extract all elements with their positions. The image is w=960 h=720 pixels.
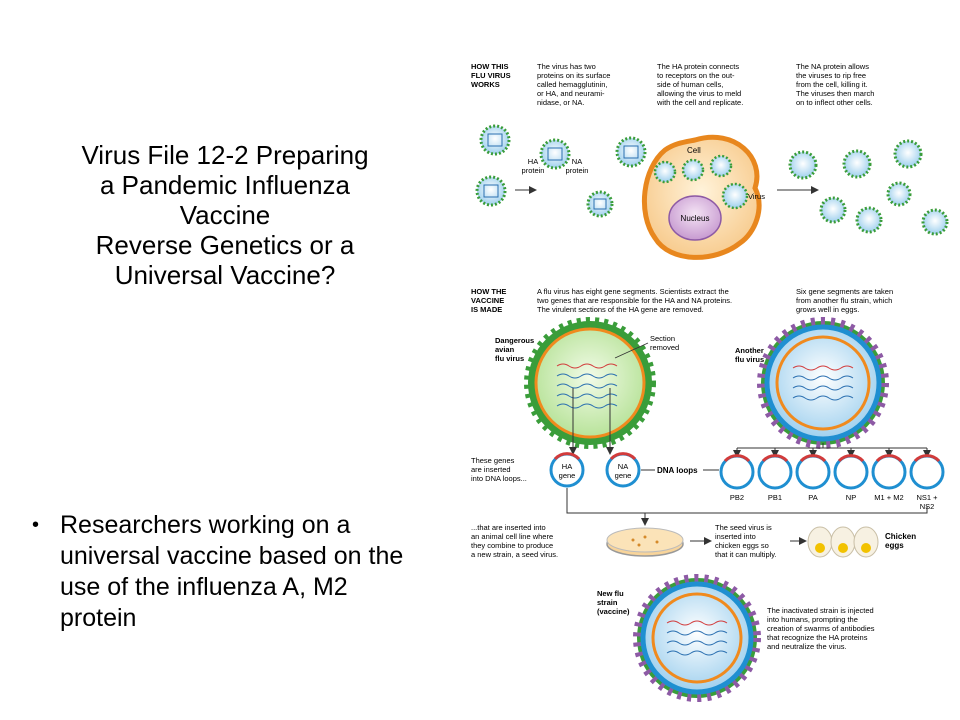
loop-label: NP	[845, 493, 857, 502]
new-strain-virus-icon	[637, 578, 757, 698]
label-line: HA	[561, 462, 573, 471]
label-line: into DNA loops...	[471, 474, 527, 483]
vaccine-diagram	[465, 58, 955, 708]
caption-line: side of human cells,	[657, 80, 724, 89]
label-line: eggs	[885, 541, 904, 550]
virus-small-icon	[477, 177, 505, 205]
bracket-line	[567, 488, 927, 513]
section2-heading-line: HOW THE	[471, 287, 507, 296]
virus-small-icon	[617, 138, 645, 166]
virus-small-icon	[588, 192, 612, 216]
petri-dish-icon	[607, 528, 683, 556]
label-line: strain	[597, 598, 618, 607]
caption-line: into humans, prompting the	[767, 615, 858, 624]
section1-heading	[471, 62, 511, 89]
ha-protein-label	[522, 157, 545, 175]
dna-loop	[835, 456, 867, 488]
dna-loops-label: DNA loops	[657, 466, 698, 475]
dna-loop	[873, 456, 905, 488]
label-line: Chicken	[885, 532, 917, 541]
genes-inserted-label	[471, 456, 527, 483]
caption-line: Six gene segments are taken	[796, 287, 894, 296]
dna-loop	[759, 456, 791, 488]
cell-label: Cell	[687, 146, 701, 155]
caption-line: that recognize the HA proteins	[767, 633, 868, 642]
na-gene-loop	[607, 454, 639, 486]
label-line: protein	[565, 166, 589, 175]
caption-line: that it can multiply.	[715, 550, 777, 559]
label-line: NA	[571, 157, 583, 166]
label-line: are inserted	[471, 465, 511, 474]
section1-col2	[656, 62, 743, 107]
slide-title	[40, 140, 410, 290]
section1-heading-line: FLU VIRUS	[471, 71, 511, 80]
loop-label: PB2	[729, 493, 745, 502]
another-virus-icon	[761, 321, 885, 445]
virus-small-icon	[541, 140, 569, 168]
loop-label: M1 + M2	[874, 493, 904, 502]
section2-col2	[796, 287, 893, 314]
loop-label: NS1 +	[916, 493, 938, 502]
bullet-item	[32, 510, 412, 634]
caption-line: nidase, or NA.	[537, 98, 585, 107]
caption-line: from another flu strain, which	[796, 296, 893, 305]
label-line: HA	[527, 157, 539, 166]
new-strain-label	[597, 589, 630, 616]
caption-line: they combine to produce	[471, 541, 554, 550]
chicken-eggs-icon	[808, 527, 878, 557]
label-line: gene	[558, 471, 576, 480]
label-line: gene	[614, 471, 632, 480]
caption-line: grows well in eggs.	[796, 305, 860, 314]
caption-line: with the cell and replicate.	[657, 98, 744, 107]
label-line: Another	[735, 346, 764, 355]
label-line: These genes	[471, 456, 515, 465]
caption-line: proteins on its surface	[537, 71, 611, 80]
loop-labels	[730, 493, 938, 511]
caption-line: from the cell, killing it.	[796, 80, 868, 89]
caption-line: A flu virus has eight gene segments. Scientists extract the	[537, 287, 729, 296]
caption-line: on to inflect other cells.	[796, 98, 873, 107]
caption-line: The viruses then march	[796, 89, 875, 98]
loop-label: PB1	[767, 493, 783, 502]
label-line: removed	[650, 343, 680, 352]
caption-line: inserted into	[715, 532, 756, 541]
chicken-eggs-label	[885, 532, 916, 550]
caption-line: called hemagglutinin,	[537, 80, 608, 89]
avian-virus-icon	[528, 321, 652, 445]
avian-virus-label	[495, 336, 534, 363]
diagram-svg	[465, 58, 955, 708]
caption-line: ...that are inserted into	[471, 523, 546, 532]
caption-line: The virulent sections of the HA gene are removed.	[537, 305, 704, 314]
section1-col3	[796, 62, 874, 107]
loop-arrows	[737, 448, 927, 456]
dna-loop	[911, 456, 943, 488]
caption-line: creation of swarms of antibodies	[767, 624, 875, 633]
cell-line-caption	[471, 523, 558, 559]
label-line: flu virus	[495, 354, 525, 363]
section-removed-label	[650, 334, 679, 352]
section1-heading-line: HOW THIS	[471, 62, 509, 71]
caption-line: a new strain, a seed virus.	[471, 550, 559, 559]
title-line: Universal Vaccine?	[114, 260, 336, 290]
caption-line: to receptors on the out-	[657, 71, 735, 80]
caption-line: The inactivated strain is injected	[767, 606, 874, 615]
section2-heading-line: VACCINE	[471, 296, 505, 305]
caption-line: an animal cell line where	[471, 532, 554, 541]
seed-virus-caption	[715, 523, 777, 559]
label-line: flu virus	[735, 355, 765, 364]
loop-label: NS2	[919, 502, 935, 511]
bullet-dot-icon: •	[32, 514, 40, 536]
section2-heading-line: IS MADE	[471, 305, 503, 314]
label-line: avian	[495, 345, 515, 354]
caption-line: The seed virus is	[715, 523, 772, 532]
label-line: New flu	[597, 589, 624, 598]
caption-line: and neutralize the virus.	[767, 642, 847, 651]
nucleus-label: Nucleus	[680, 214, 710, 223]
caption-line: The virus has two	[537, 62, 596, 71]
caption-line: chicken eggs so	[715, 541, 769, 550]
caption-line: the viruses to rip free	[796, 71, 867, 80]
caption-line: The NA protein allows	[796, 62, 869, 71]
label-line: NA	[617, 462, 629, 471]
caption-line: two genes that are responsible for the HA and NA proteins.	[537, 296, 733, 305]
released-viruses	[790, 141, 947, 234]
section1-col1	[537, 62, 610, 107]
another-virus-label	[735, 346, 764, 364]
section2-col1	[537, 287, 732, 314]
virus-label: Virus	[748, 192, 765, 201]
title-line: a Pandemic Influenza	[99, 170, 351, 200]
caption-line: or HA, and neurami-	[537, 89, 605, 98]
caption-line: The HA protein connects	[657, 62, 740, 71]
dna-loop	[721, 456, 753, 488]
title-line: Virus File 12-2 Preparing	[81, 140, 369, 170]
ha-gene-loop	[551, 454, 583, 486]
label-line: (vaccine)	[597, 607, 630, 616]
label-line: protein	[521, 166, 545, 175]
section2-heading	[471, 287, 506, 314]
cell-icon	[644, 137, 759, 257]
label-line: Dangerous	[495, 336, 535, 345]
title-line: Vaccine	[179, 200, 271, 230]
dna-loop	[797, 456, 829, 488]
final-caption	[767, 606, 875, 651]
caption-line: allowing the virus to meld	[657, 89, 742, 98]
bullet-text: Researchers working on a universal vaccine based on the use of the influenza A, M2 protein	[60, 511, 404, 632]
title-line: Reverse Genetics or a	[95, 230, 355, 260]
loop-label: PA	[808, 493, 818, 502]
virus-small-icon	[481, 126, 509, 154]
section1-heading-line: WORKS	[471, 80, 500, 89]
label-line: Section	[650, 334, 676, 343]
